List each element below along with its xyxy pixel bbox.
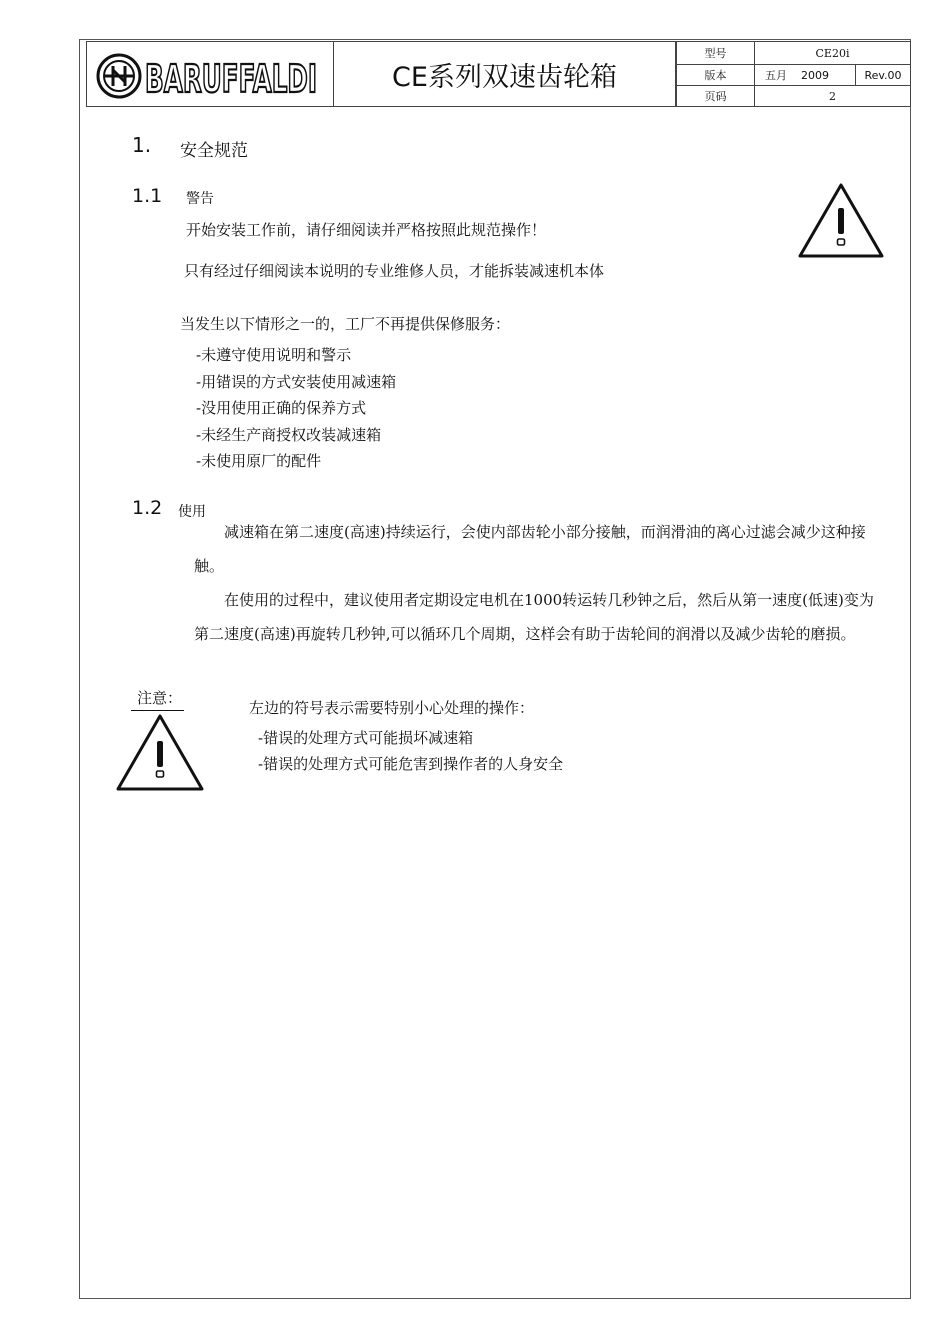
document-header [86, 41, 911, 109]
note-label: 注意： [131, 687, 184, 711]
section-1-2-title: 使用 [178, 504, 206, 520]
section-1-1-title: 警告 [186, 191, 214, 207]
warning-line-2: 只有经过仔细阅读本说明的专业维修人员，才能拆装减速机本体 [184, 262, 605, 280]
condition-item: -未遵守使用说明和警示 [196, 346, 352, 364]
version-year: 2009 [801, 68, 829, 82]
usage-paragraph-2: 在使用的过程中，建议使用者定期设定电机在1000转运转几秒钟之后，然后从第一速度(低速)变为第二速度(高速)再旋转几秒钟,可以循环几个周期，这样会有助于齿轮间的润滑以及减少齿轮的磨损。 [194, 591, 874, 643]
section-1-2-number: 1.2 [132, 497, 163, 519]
model-label: 型号 [677, 42, 755, 64]
conditions-intro: 当发生以下情形之一的，工厂不再提供保修服务： [180, 315, 511, 333]
warning-line-1: 开始安装工作前，请仔细阅读并严格按照此规范操作！ [186, 221, 547, 239]
model-value: CE20i [815, 46, 850, 60]
condition-item: -未经生产商授权改装减速箱 [196, 426, 382, 444]
condition-item: -没用使用正确的保养方式 [196, 399, 367, 417]
meta-row-page [676, 85, 911, 107]
condition-item: -用错误的方式安装使用减速箱 [196, 373, 397, 391]
section-1-title: 安全规范 [180, 141, 248, 161]
page-label: 页码 [677, 86, 755, 106]
svg-text:BARUFFALDI: BARUFFALDI [145, 57, 317, 101]
baruffaldi-logo [95, 52, 325, 100]
section-1-1-number: 1.1 [132, 185, 163, 207]
logo-cell [86, 41, 334, 107]
page-value: 2 [829, 89, 836, 103]
section-1-number: 1. [132, 133, 152, 157]
note-intro: 左边的符号表示需要特别小心处理的操作： [249, 699, 535, 717]
note-item: -错误的处理方式可能危害到操作者的人身安全 [258, 755, 564, 773]
warning-triangle-icon [797, 182, 885, 260]
document-title: CE系列双速齿轮箱 [334, 41, 676, 107]
revision-value: Rev.00 [864, 68, 902, 82]
version-label: 版本 [677, 65, 755, 85]
meta-table [676, 41, 911, 107]
version-month: 五月 [765, 69, 787, 82]
caution-triangle-icon [115, 713, 205, 793]
meta-row-model [676, 41, 911, 65]
condition-item: -未使用原厂的配件 [196, 452, 322, 470]
usage-paragraph-1: 减速箱在第二速度(高速)持续运行，会使内部齿轮小部分接触，而润滑油的离心过滤会减少这种接触。 [194, 523, 866, 575]
meta-row-version [676, 64, 911, 86]
note-item: -错误的处理方式可能损坏减速箱 [258, 729, 474, 747]
